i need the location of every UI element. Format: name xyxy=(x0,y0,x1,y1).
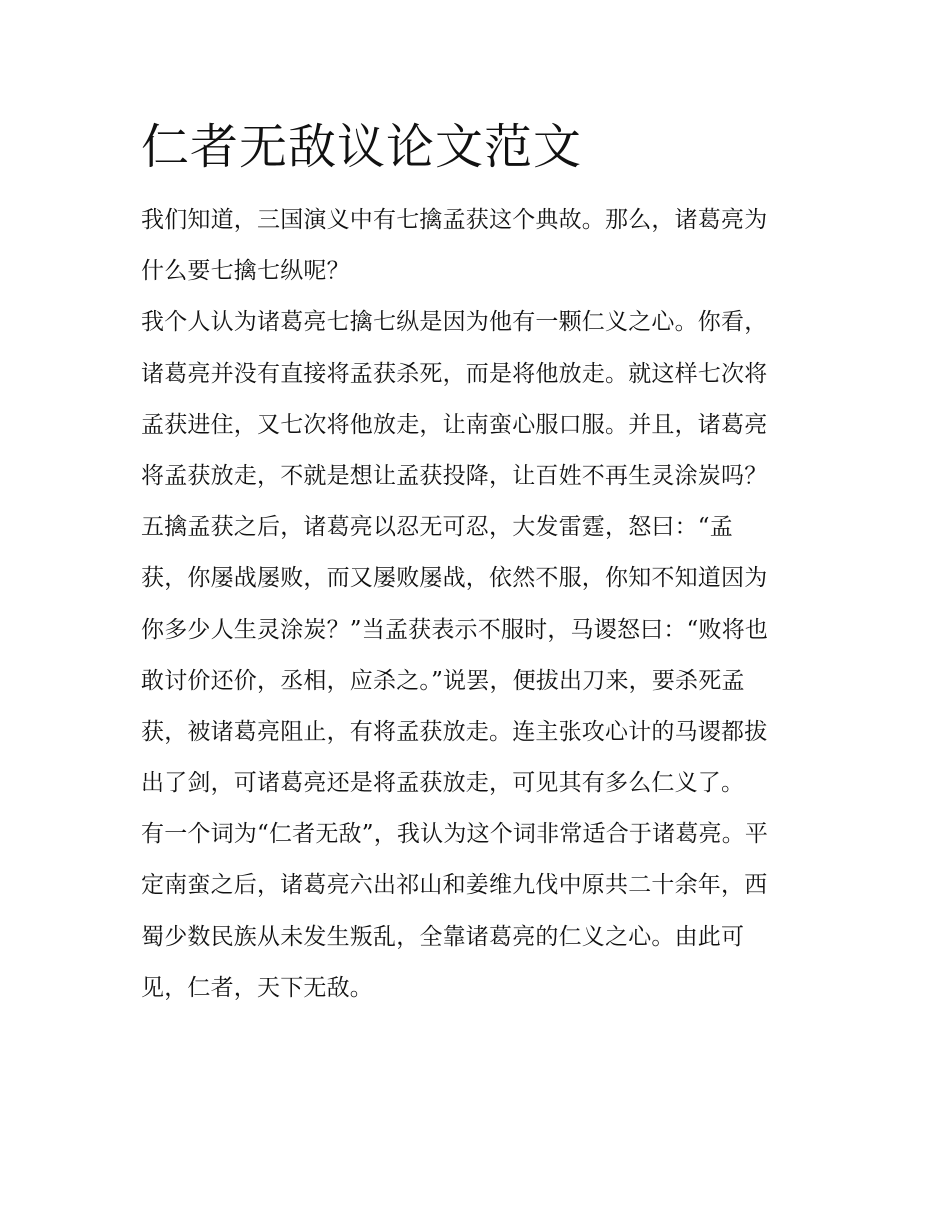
text-line: 蜀少数民族从未发生叛乱，全靠诸葛亮的仁义之心。由此可 xyxy=(141,923,745,950)
document-content xyxy=(141,113,821,1014)
text-line: 敢讨价还价，丞相，应杀之。”说罢，便拔出刀来，要杀死孟 xyxy=(141,667,745,694)
text-line: 出了剑，可诸葛亮还是将孟获放走，可见其有多么仁义了。 xyxy=(141,770,745,797)
document-title: 仁者无敌议论文范文 xyxy=(141,119,583,175)
text-line: 孟获进住，又七次将他放走，让南蛮心服口服。并且，诸葛亮 xyxy=(141,411,768,438)
text-line: 获，你屡战屡败，而又屡败屡战，依然不服，你知不知道因为 xyxy=(141,565,768,592)
text-line: 将孟获放走，不就是想让孟获投降，让百姓不再生灵涂炭吗？ xyxy=(141,462,768,489)
document-body xyxy=(141,195,821,1014)
text-line: 你多少人生灵涂炭？”当孟获表示不服时，马谡怒曰：“败将也 xyxy=(141,616,769,643)
text-line: 什么要七擒七纵呢？ xyxy=(141,258,350,285)
text-line: 我个人认为诸葛亮七擒七纵是因为他有一颗仁义之心。你看， xyxy=(141,309,768,336)
text-line: 见，仁者，天下无敌。 xyxy=(141,974,373,1001)
text-line: 五擒孟获之后，诸葛亮以忍无可忍，大发雷霆，怒曰：“孟 xyxy=(141,514,733,541)
text-line: 诸葛亮并没有直接将孟获杀死，而是将他放走。就这样七次将 xyxy=(141,360,768,387)
text-line: 有一个词为“仁者无敌”，我认为这个词非常适合于诸葛亮。平 xyxy=(141,821,769,848)
text-line: 我们知道，三国演义中有七擒孟获这个典故。那么，诸葛亮为 xyxy=(141,207,768,233)
text-line: 获，被诸葛亮阻止，有将孟获放走。连主张攻心计的马谡都拔 xyxy=(141,718,768,745)
text-line: 定南蛮之后，诸葛亮六出祁山和姜维九伐中原共二十余年，西 xyxy=(141,872,768,899)
